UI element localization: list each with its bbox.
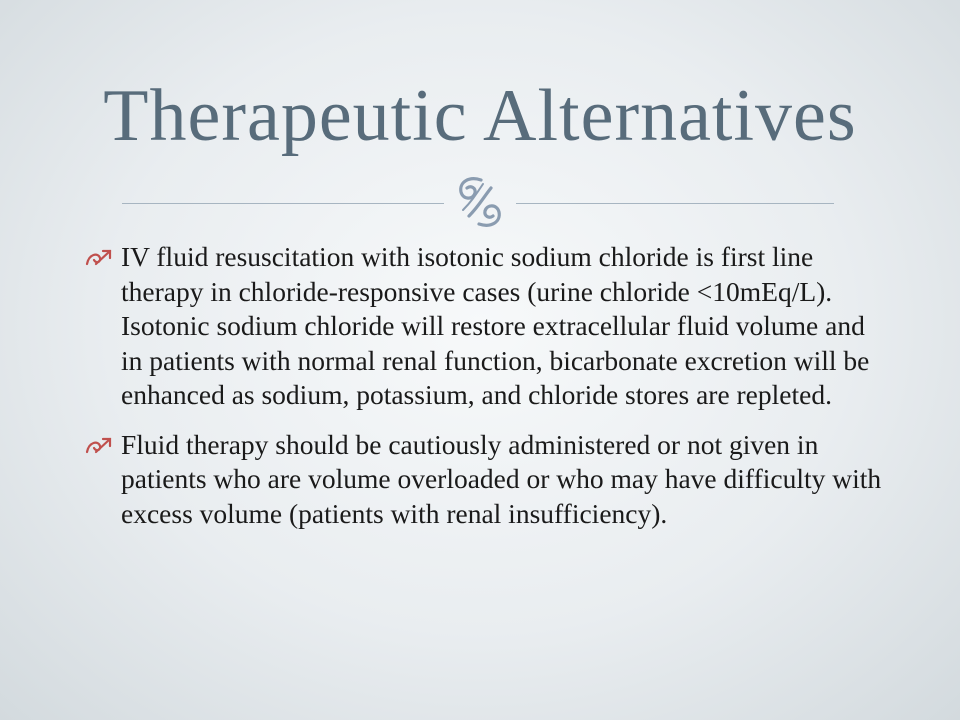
bullet-list [84, 240, 884, 546]
bullet-item [84, 428, 884, 532]
swirl-flourish-icon [445, 170, 515, 234]
bullet-text: IV fluid resuscitation with isotonic sodium chloride is first line therapy in chloride-responsive cases (urine chloride <10mEq/L). Isotonic sodium chloride will restore extracellular fluid volume and in patients with normal renal function, bicarbonate excretion will be enhanced as sodium, potassium, and chloride stores are repleted. [121, 241, 870, 410]
bullet-text: Fluid therapy should be cautiously administered or not given in patients who are volume overloaded or who may have difficulty with excess volume (patients with renal insufficiency). [121, 428, 882, 529]
bullet-item [84, 240, 884, 413]
title-divider-left [122, 203, 444, 204]
title-divider-right [516, 203, 834, 204]
curl-arrow-bullet-icon [84, 248, 114, 268]
curl-arrow-bullet-icon [84, 436, 114, 456]
slide-title: Therapeutic Alternatives [103, 75, 857, 157]
